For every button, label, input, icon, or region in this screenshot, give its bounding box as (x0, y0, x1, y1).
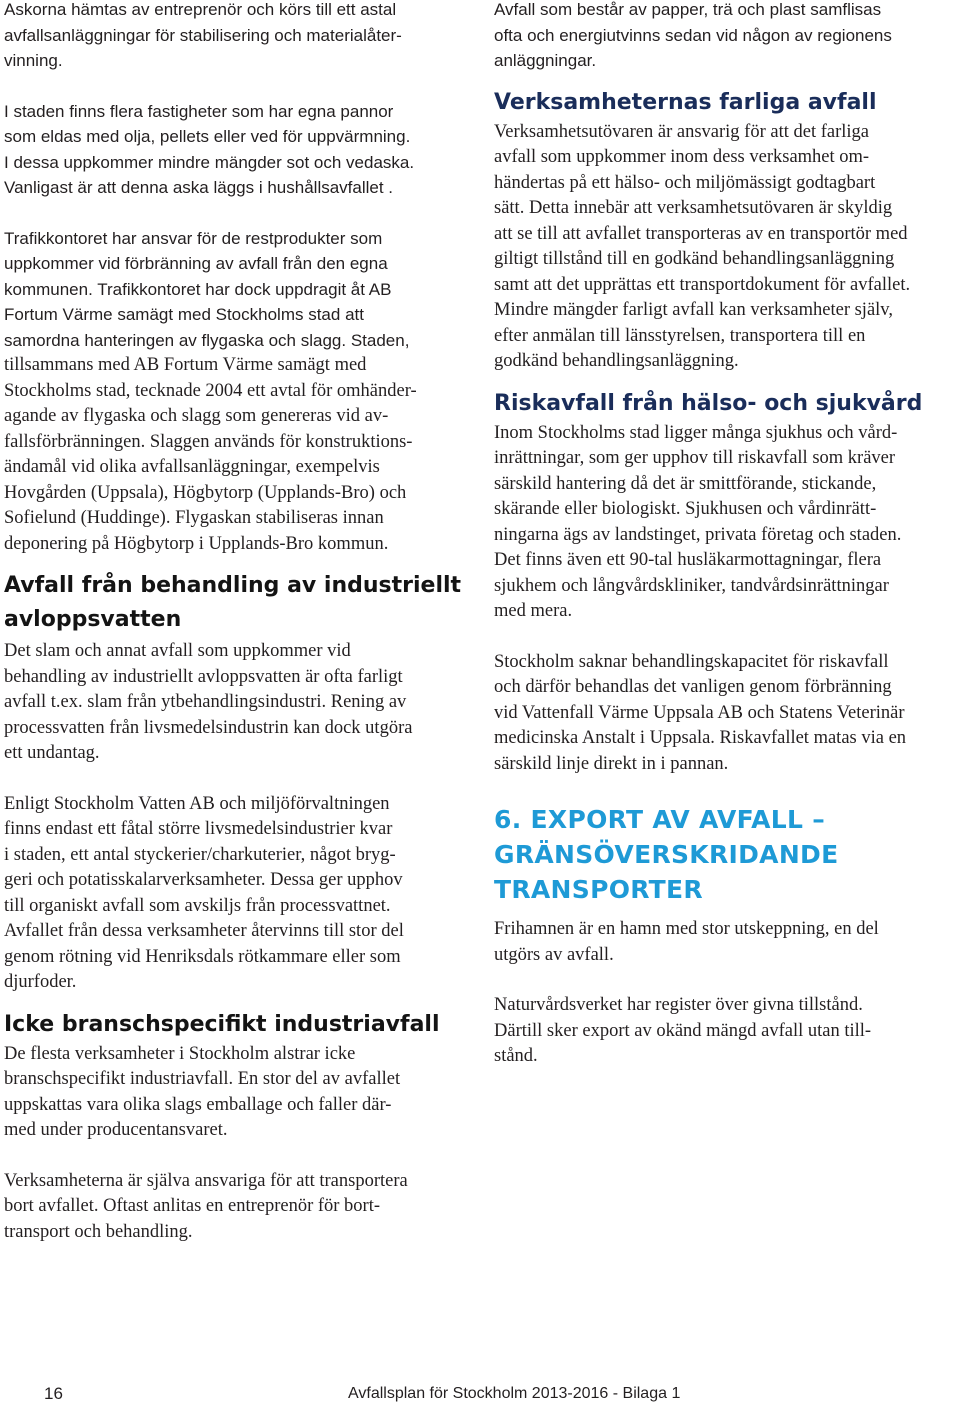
text-line: Verksamhetsutövaren är ansvarig för att det farliga (494, 121, 869, 142)
text-line: avfallsanläggningar för stabilisering och materialåter- (4, 25, 402, 45)
page-number: 16 (44, 1384, 63, 1403)
text-line: djurfoder. (4, 972, 77, 992)
text-line: Naturvårdsverket har register över givna tillstånd. (494, 995, 863, 1015)
text-line: skärande eller biologiskt. Sjukhusen och vårdinrätt- (494, 499, 877, 519)
heading-line: Avfall från behandling av industriellt (4, 573, 462, 598)
text-line: till organiskt avfall som avskiljs från processvattnet. (4, 895, 391, 916)
text-line: ningarna ägs av landstinget, privata företag och staden. (494, 524, 902, 545)
text-line: samt att det upprättas ett transportdokument för avfallet. (494, 274, 911, 295)
text-line: i staden, ett antal styckerier/charkuterier, något bryg- (4, 844, 396, 865)
text-line: särskild linje direkt in i pannan. (494, 753, 729, 774)
heading-line: TRANSPORTER (494, 875, 703, 904)
paragraph-healthcare-facilities (494, 421, 960, 625)
text-line: sjukhem och långvårdskliniker, tandvårdsinrättningar (494, 575, 889, 596)
document-title: Avfallsplan för Stockholm 2013-2016 - Bilaga 1 (348, 1385, 681, 1402)
text-line: Det slam och annat avfall som uppkommer vid (4, 641, 351, 661)
text-line: att se till att avfallet transporteras av en transportör med (494, 223, 908, 244)
text-line: Sofielund (Huddinge). Flygaskan stabiliseras innan (4, 508, 384, 528)
heading-industrial-wastewater (4, 569, 472, 637)
spacer (4, 201, 472, 226)
spacer (494, 625, 960, 650)
text-line: uppkommer vid förbränning av avfall från den egna (4, 254, 388, 273)
text-line: vinning. (4, 51, 63, 70)
text-line: Därtill sker export av okänd mängd avfall utan till- (494, 1020, 872, 1041)
paragraph-wood-paper-plastic (494, 0, 960, 74)
paragraph-permit-register (494, 993, 960, 1070)
text-line: anläggningar. (494, 51, 597, 70)
text-line: Hovgården (Uppsala), Högbytorp (Upplands-Bro) och (4, 482, 407, 503)
text-line: behandling av industriellt avloppsvatten är ofta farligt (4, 666, 403, 687)
text-line: särskild hantering då det är smittförande, stickande, (494, 473, 877, 494)
text-line: tillsammans med AB Fortum Värme samägt med (4, 355, 367, 375)
text-line: Verksamheterna är själva ansvariga för att transportera (4, 1170, 408, 1191)
paragraph-treatment-capacity (494, 650, 960, 778)
text-line: uppskattas vara olika slags emballage och faller där- (4, 1094, 392, 1115)
text-line: Mindre mängder farligt avfall kan verksamheter själv, (494, 300, 893, 320)
text-line: Avfall som består av papper, trä och plast samflisas (494, 0, 882, 19)
spacer (4, 767, 472, 792)
text-line: bort avfallet. Oftast anlitas en entreprenör för bort- (4, 1196, 381, 1216)
text-line: finns endast ett fåtal större livsmedelsindustrier kvar (4, 819, 393, 839)
paragraph-traffic-office (4, 226, 472, 558)
text-line: ofta och energiutvinns sedan vid någon av regionens (494, 25, 892, 45)
text-line: händertas på ett hälso- och miljömässigt godtagbart (494, 172, 876, 193)
text-line: processvatten från livsmedelsindustrin kan dock utgöra (4, 717, 413, 738)
text-line: med mera. (494, 601, 573, 621)
text-line: agande av flygaska och slagg som genereras vid av- (4, 406, 389, 426)
text-line: samordna hanteringen av flygaska och slagg. Staden, (4, 330, 410, 350)
heading-line: avloppsvatten (4, 607, 182, 632)
text-line: avfall som uppkommer inom dess verksamhet om- (494, 147, 870, 167)
text-line: transport och behandling. (4, 1221, 193, 1242)
heading-healthcare-risk-waste: Riskavfall från hälso- och sjukvård (494, 390, 923, 416)
heading-hazardous-waste: Verksamheternas farliga avfall (494, 89, 877, 115)
text-line: Enligt Stockholm Vatten AB och miljöförvaltningen (4, 793, 390, 814)
text-line: Inom Stockholms stad ligger många sjukhus och vård- (494, 422, 898, 443)
text-line: De flesta verksamheter i Stockholm alstrar icke (4, 1043, 356, 1064)
text-line: utgörs av avfall. (494, 944, 614, 965)
text-line: medicinska Anstalt i Uppsala. Riskavfallet matas via en (494, 728, 907, 748)
spacer (4, 996, 472, 1008)
spacer (494, 375, 960, 387)
spacer (4, 557, 472, 569)
text-line: som eldas med olja, pellets eller ved för uppvärmning. (4, 127, 411, 146)
text-line: Vanligast är att denna aska läggs i hushållsavfallet . (4, 178, 394, 197)
text-line: sätt. Detta innebär att verksamhetsutövaren är skyldig (494, 198, 893, 218)
section-heading-export (494, 802, 960, 907)
paragraph-sludge (4, 639, 472, 767)
text-line: Trafikkontoret har ansvar för de restprodukter som (4, 228, 383, 248)
text-line: Frihamnen är en hamn med stor utskeppning, en del (494, 919, 879, 939)
heading-line: 6. EXPORT AV AVFALL – (494, 805, 826, 834)
spacer (494, 74, 960, 86)
heading-line: GRÄNSÖVERSKRIDANDE (494, 840, 839, 869)
paragraph-business-responsibility (4, 1169, 472, 1246)
text-line: Fortum Värme samägt med Stockholms stad att (4, 305, 364, 324)
paragraph-food-industries (4, 792, 472, 996)
text-line: godkänd behandlingsanläggning. (494, 351, 739, 371)
heading-non-sector-specific-waste: Icke branschspecifikt industriavfall (4, 1011, 440, 1037)
text-line: vid Vattenfall Värme Uppsala AB och Statens Veterinär (494, 702, 905, 723)
text-line: ändamål vid olika avfallsanläggningar, exempelvis (4, 457, 380, 477)
text-line: Det finns även ett 90-tal husläkarmottagningar, flera (494, 550, 882, 570)
text-line: avfall t.ex. slam från ytbehandlingsindustri. Rening av (4, 692, 407, 712)
spacer (494, 968, 960, 993)
text-line: efter anmälan till länsstyrelsen, transportera till en (494, 325, 866, 346)
text-line: geri och potatisskalarverksamheter. Dessa ger upphov (4, 870, 403, 890)
spacer (4, 74, 472, 99)
paragraph-ash-transport (4, 0, 472, 74)
paragraph-hazardous-waste (494, 120, 960, 375)
text-line: kommunen. Trafikkontoret har dock uppdragit åt AB (4, 279, 392, 299)
right-column (494, 0, 960, 1070)
text-line: Stockholms stad, tecknade 2004 ett avtal för omhänder- (4, 380, 417, 401)
text-line: Stockholm saknar behandlingskapacitet för riskavfall (494, 651, 889, 672)
text-line: genom rötning vid Henriksdals rötkammare eller som (4, 946, 401, 967)
text-line: deponering på Högbytorp i Upplands-Bro kommun. (4, 533, 389, 554)
left-column (4, 0, 472, 1245)
text-line: I dessa uppkommer mindre mängder sot och vedaska. (4, 152, 415, 172)
paragraph-free-port (494, 917, 960, 968)
text-line: stånd. (494, 1046, 538, 1066)
text-line: fallsförbränningen. Slaggen används för konstruktions- (4, 431, 413, 452)
text-line: Avfallet från dessa verksamheter återvinns till stor del (4, 921, 404, 941)
paragraph-property-boilers (4, 99, 472, 201)
paragraph-non-sector-specific (4, 1042, 472, 1144)
text-line: med under producentansvaret. (4, 1120, 228, 1140)
text-line: Askorna hämtas av entreprenör och körs till ett astal (4, 0, 397, 19)
page-footer (0, 1384, 960, 1410)
text-line: inrättningar, som ger upphov till riskavfall som kräver (494, 448, 896, 468)
text-line: giltigt tillstånd till en godkänd behandlingsanläggning (494, 249, 895, 269)
text-line: ett undantag. (4, 743, 100, 763)
spacer (4, 1144, 472, 1169)
spacer (494, 777, 960, 802)
text-line: och därför behandlas det vanligen genom förbränning (494, 677, 892, 697)
text-line: I staden finns flera fastigheter som har egna pannor (4, 101, 394, 121)
text-line: branschspecifikt industriavfall. En stor del av avfallet (4, 1069, 401, 1089)
